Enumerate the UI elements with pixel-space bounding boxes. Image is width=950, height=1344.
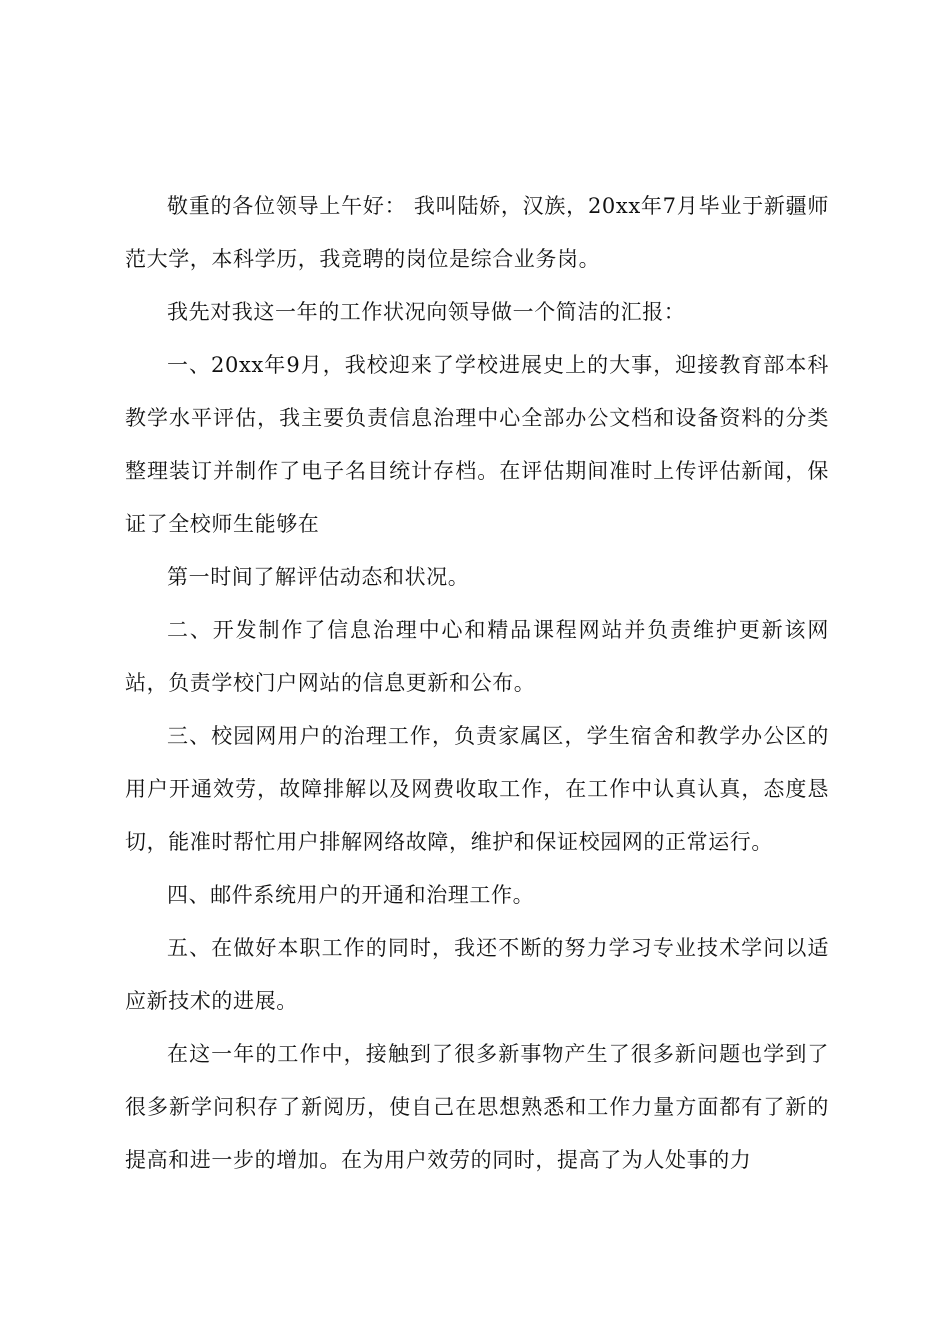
document-body	[125, 180, 829, 1187]
paragraph-item-4: 四、邮件系统用户的开通和治理工作。	[167, 883, 535, 907]
paragraph-item-3: 三、校园网用户的治理工作，负责家属区，学生宿舍和教学办公区的用户开通效劳，故障排解以及网费收取工作，在工作中认真认真，态度恳切，能准时帮忙用户排解网络故障，维护和保证校园网的正常运行。	[125, 724, 829, 854]
paragraph-item-2: 二、开发制作了信息治理中心和精品课程网站并负责维护更新该网站，负责学校门户网站的信息更新和公布。	[125, 618, 829, 695]
paragraph-item-5: 五、在做好本职工作的同时，我还不断的努力学习专业技术学问以适应新技术的进展。	[125, 936, 829, 1013]
paragraph-report-intro: 我先对我这一年的工作状况向领导做一个简洁的汇报：	[167, 300, 686, 324]
paragraph-reflection: 在这一年的工作中，接触到了很多新事物产生了很多新问题也学到了很多新学问积存了新阅历，使自己在思想熟悉和工作力量方面都有了新的提高和进一步的增加。在为用户效劳的同时，提高了为人处事的力	[125, 1042, 829, 1172]
paragraph-item-1: 一、20xx年9月，我校迎来了学校进展史上的大事，迎接教育部本科教学水平评估，我主要负责信息治理中心全部办公文档和设备资料的分类整理装订并制作了电子名目统计存档。在评估期间准时上传评估新闻，保证了全校师生能够在	[125, 353, 829, 536]
paragraph-greeting: 敬重的各位领导上午好： 我叫陆娇，汉族，20xx年7月毕业于新疆师范大学，本科学历，我竞聘的岗位是综合业务岗。	[125, 194, 829, 271]
paragraph-item-1-continued: 第一时间了解评估动态和状况。	[167, 565, 470, 589]
